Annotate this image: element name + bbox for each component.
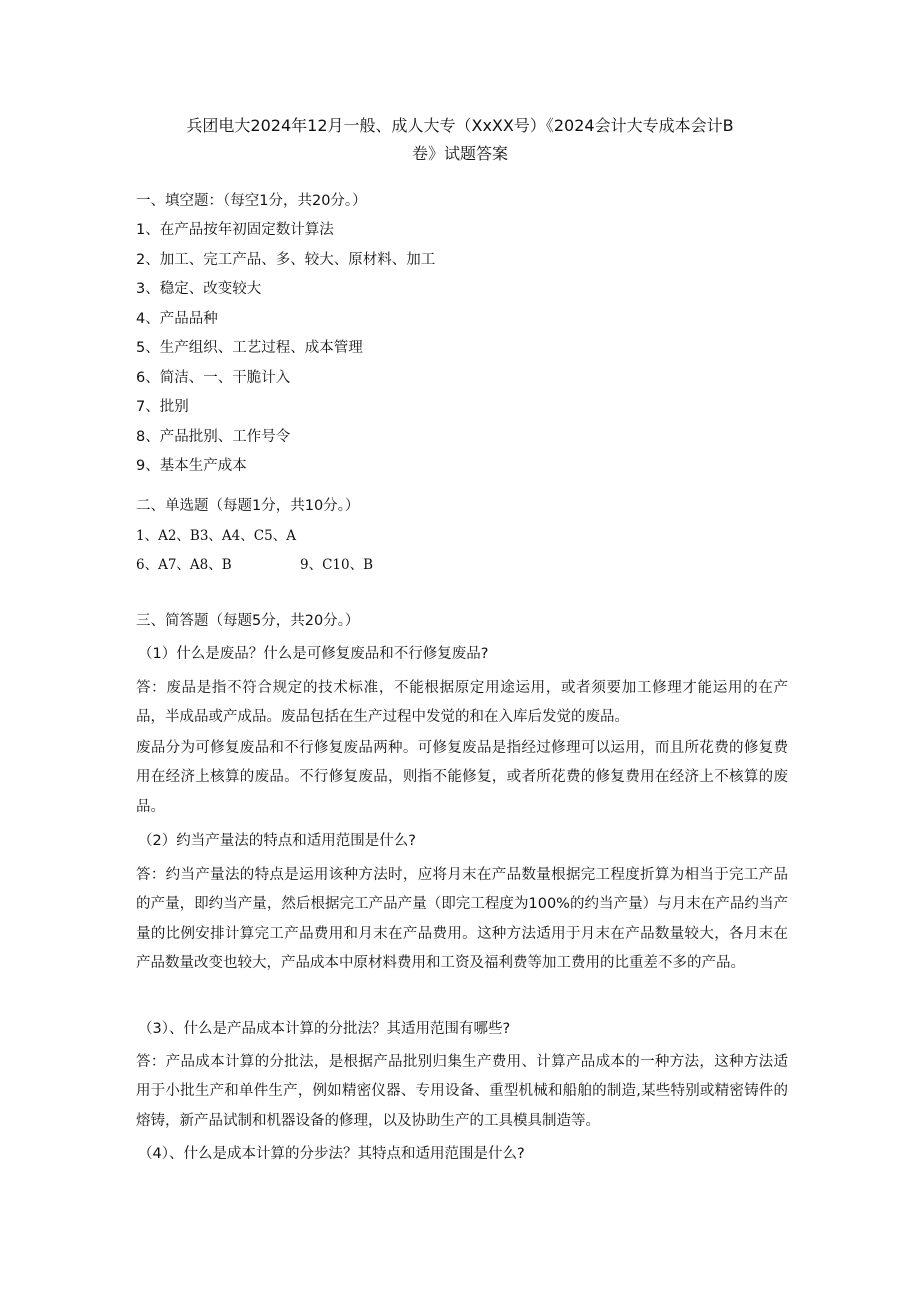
title-line-2: 卷》试题答案 xyxy=(411,144,508,163)
fill-answer-1: 1、在产品按年初固定数计算法 xyxy=(136,222,334,238)
question-3: （3）、什么是产品成本计算的分批法？其适用范围有哪些? xyxy=(138,1021,511,1037)
answer-2-paragraph: 答：约当产量法的特点是运用该种方法时，应将月末在产品数量根据完工程度折算为相当于完工产品的产量，即约当产量，然后根据完工产品产量（即完工程度为100%的约当产量）与月末在产品约当产量的比例安排计算完工产品费用和月末在产品费用。这种方法适用于月末在产品数量较大，各月末在产品数量改变也较大，产品成本中原材料费用和工资及福利费等加工费用的比重差不多的产品。 xyxy=(136,867,788,971)
fill-answer-8: 8、产品批别、工作号令 xyxy=(136,429,291,445)
fill-answer-6: 6、简洁、一、干脆计入 xyxy=(136,370,291,386)
fill-answer-4: 4、产品品种 xyxy=(136,311,218,327)
fill-answer-3: 3、稳定、改变较大 xyxy=(136,281,262,297)
section1-heading: 一、填空题：（每空1分，共20分。） xyxy=(136,193,367,209)
fill-answer-9: 9、基本生产成本 xyxy=(136,458,247,474)
section2-heading: 二、单选题（每题1分，共10分。） xyxy=(136,498,360,514)
section3-heading: 三、简答题（每题5分，共20分。） xyxy=(136,613,360,629)
question-1: （1）什么是废品？什么是可修复废品和不行修复废品? xyxy=(138,646,489,662)
question-4: （4）、什么是成本计算的分步法？其特点和适用范围是什么? xyxy=(138,1146,525,1162)
question-2: （2）约当产量法的特点和适用范围是什么? xyxy=(138,833,416,849)
fill-answer-7: 7、批别 xyxy=(136,399,189,415)
fill-answer-2: 2、加工、完工产品、多、较大、原材料、加工 xyxy=(136,252,436,268)
mcq-answers-row-2-left: 6、A7、A8、B xyxy=(136,557,232,573)
mcq-answers-row-1: 1、A2、B3、A4、C5、A xyxy=(136,528,296,544)
fill-answer-5: 5、生产组织、工艺过程、成本管理 xyxy=(136,340,363,356)
document-title xyxy=(120,112,800,168)
answer-3-paragraph: 答：产品成本计算的分批法，是根据产品批别归集生产费用、计算产品成本的一种方法，这种方法适用于小批生产和单件生产，例如精密仪器、专用设备、重型机械和船舶的制造,某些特别或精密铸件的熔铸，新产品试制和机器设备的修理，以及协助生产的工具模具制造等。 xyxy=(136,1054,788,1129)
answer-1-paragraph-2: 废品分为可修复废品和不行修复废品两种。可修复废品是指经过修理可以运用，而且所花费的修复费用在经济上核算的废品。不行修复废品，则指不能修复，或者所花费的修复费用在经济上不核算的废品。 xyxy=(136,740,788,815)
answer-1-paragraph-1: 答：废品是指不符合规定的技术标准，不能根据原定用途运用，或者须要加工修理才能运用的在产品，半成品或产成品。废品包括在生产过程中发觉的和在入库后发觉的废品。 xyxy=(136,680,788,726)
title-line-1: 兵团电大2024年12月一般、成人大专（XxXX号）《2024会计大专成本会计B xyxy=(186,116,734,135)
mcq-answers-row-2-right: 9、C10、B xyxy=(300,557,374,573)
